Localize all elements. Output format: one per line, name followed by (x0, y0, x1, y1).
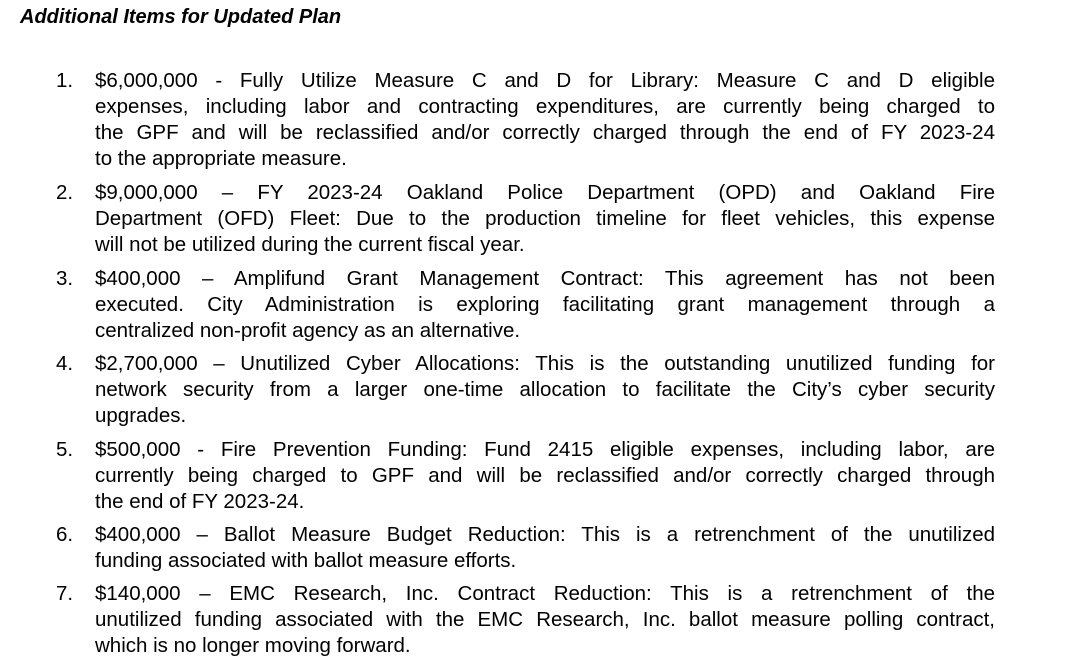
text-line: which is no longer moving forward. (95, 634, 411, 657)
text-line: currently being charged to GPF and will be reclassified and/or correctly charged through (95, 464, 995, 487)
section-heading: Additional Items for Updated Plan (20, 6, 342, 28)
list-item-number: 1. (56, 69, 74, 92)
list-item-number: 6. (56, 523, 74, 546)
text-line: the GPF and will be reclassified and/or correctly charged through the end of FY 2023-24 (95, 121, 995, 144)
list-item-text (95, 351, 995, 429)
text-line: $400,000 – Ballot Measure Budget Reduction: This is a retrenchment of the unutilized (95, 523, 995, 546)
text-line: will not be utilized during the current fiscal year. (95, 233, 525, 256)
text-line: executed. City Administration is exploring facilitating grant management through a (95, 293, 995, 316)
text-line: Department (OFD) Fleet: Due to the production timeline for fleet vehicles, this expense (95, 207, 995, 230)
text-line: network security from a larger one-time allocation to facilitate the City’s cyber security (95, 378, 995, 401)
text-line: $6,000,000 - Fully Utilize Measure C and D for Library: Measure C and D eligible (95, 69, 995, 92)
text-line: unutilized funding associated with the EMC Research, Inc. ballot measure polling contract, (95, 608, 995, 631)
text-line: centralized non-profit agency as an alternative. (95, 319, 521, 342)
text-line: funding associated with ballot measure efforts. (95, 549, 517, 572)
text-line: $140,000 – EMC Research, Inc. Contract Reduction: This is a retrenchment of the (95, 582, 995, 605)
list-item-text (95, 437, 995, 515)
list-item-text (95, 68, 995, 172)
list-item-text (95, 581, 995, 659)
list-item-number: 3. (56, 267, 74, 290)
list-item-number: 5. (56, 438, 74, 461)
text-line: upgrades. (95, 404, 187, 427)
list-item-text (95, 180, 995, 258)
list-item-number: 7. (56, 582, 74, 605)
text-line: expenses, including labor and contracting expenditures, are currently being charged to (95, 95, 995, 118)
text-line: $400,000 – Amplifund Grant Management Contract: This agreement has not been (95, 267, 995, 290)
list-item-number: 2. (56, 181, 74, 204)
list-item-text (95, 266, 995, 344)
list-item-text (95, 522, 995, 574)
list-item-number: 4. (56, 352, 74, 375)
text-line: $2,700,000 – Unutilized Cyber Allocations: This is the outstanding unutilized funding for (95, 352, 995, 375)
text-line: to the appropriate measure. (95, 147, 347, 170)
text-line: $9,000,000 – FY 2023-24 Oakland Police Department (OPD) and Oakland Fire (95, 181, 995, 204)
text-line: the end of FY 2023-24. (95, 490, 305, 513)
text-line: $500,000 - Fire Prevention Funding: Fund 2415 eligible expenses, including labor, are (95, 438, 995, 461)
